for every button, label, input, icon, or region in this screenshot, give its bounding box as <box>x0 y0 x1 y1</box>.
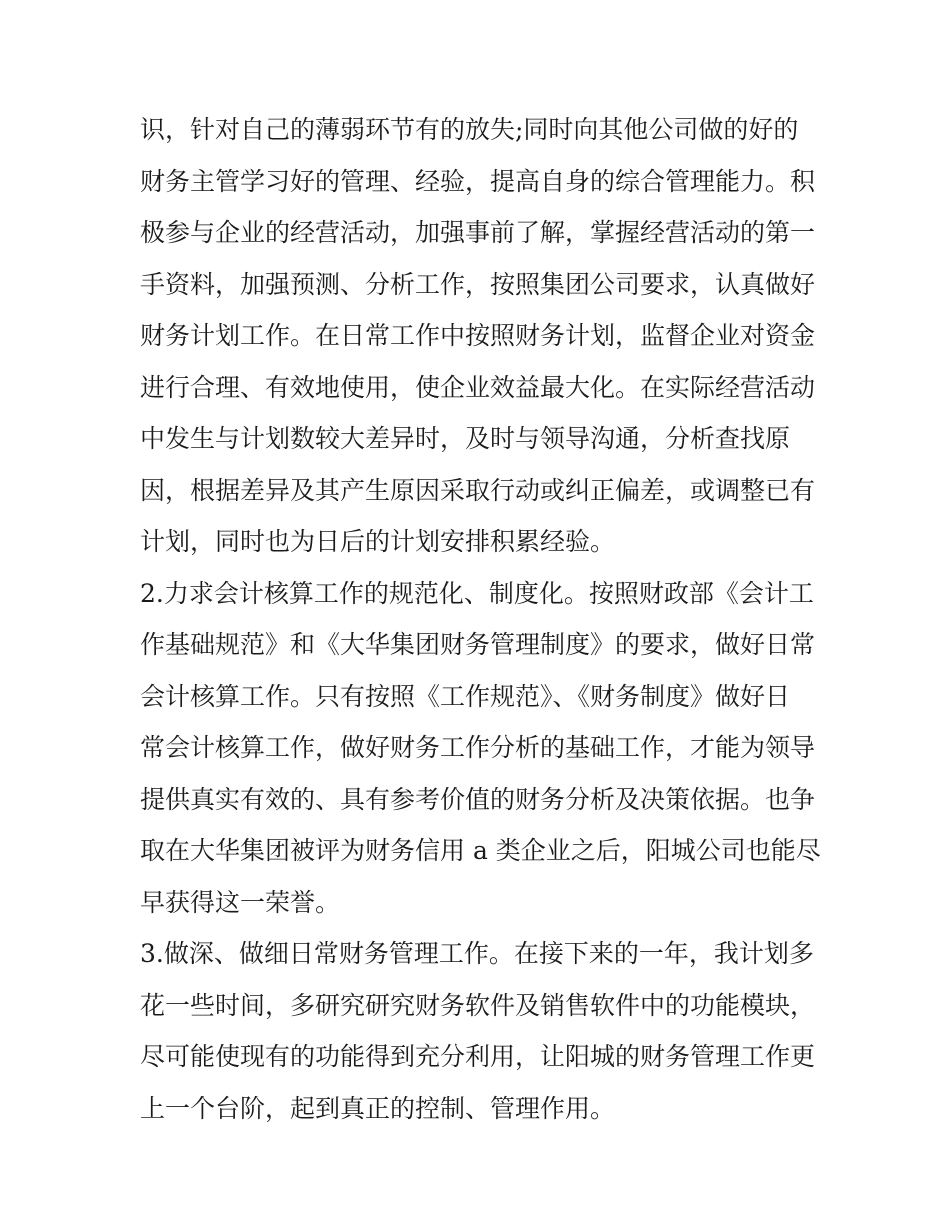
text-line: 财务计划工作。在日常工作中按照财务计划，监督企业对资金 <box>140 321 816 350</box>
text-line: 计划，同时也为日后的计划安排积累经验。 <box>140 527 616 556</box>
text-line: 花一些时间，多研究研究财务软件及销售软件中的功能模块， <box>140 990 816 1020</box>
text-line: 常会计核算工作，做好财务工作分析的基础工作，才能为领导 <box>140 733 816 762</box>
text-line: 财务主管学习好的管理、经验，提高自身的综合管理能力。积 <box>140 166 816 196</box>
text-line: 尽可能使现有的功能得到充分利用，让阳城的财务管理工作更 <box>140 1042 816 1071</box>
text-line: 作基础规范》和《大华集团财务管理制度》的要求，做好日常 <box>140 630 816 659</box>
text-line: 手资料，加强预测、分析工作，按照集团公司要求，认真做好 <box>140 269 816 299</box>
text-line: 上一个台阶，起到真正的控制、管理作用。 <box>140 1093 616 1123</box>
text-line: 中发生与计划数较大差异时，及时与领导沟通，分析查找原 <box>140 424 791 453</box>
text-line: 识，针对自己的薄弱环节有的放失;同时向其他公司做的好的 <box>140 115 799 144</box>
text-line: 早获得这一荣誉。 <box>140 887 341 917</box>
text-line: 会计核算工作。只有按照《工作规范》、《财务制度》做好日 <box>140 681 791 711</box>
text-line: 进行合理、有效地使用，使企业效益最大化。在实际经营活动 <box>140 372 816 402</box>
text-line: 极参与企业的经营活动，加强事前了解，掌握经营活动的第一 <box>140 218 816 247</box>
body-text <box>140 104 820 1134</box>
text-line: 3.做深、做细日常财务管理工作。在接下来的一年，我计划多 <box>140 939 814 968</box>
text-line: 提供真实有效的、具有参考价值的财务分析及决策依据。也争 <box>140 784 816 814</box>
text-line: 因，根据差异及其产生原因采取行动或纠正偏差，或调整已有 <box>140 475 816 505</box>
text-line: 2.力求会计核算工作的规范化、制度化。按照财政部《会计工 <box>140 578 814 608</box>
text-line: 取在大华集团被评为财务信用 a 类企业之后，阳城公司也能尽 <box>140 836 821 865</box>
